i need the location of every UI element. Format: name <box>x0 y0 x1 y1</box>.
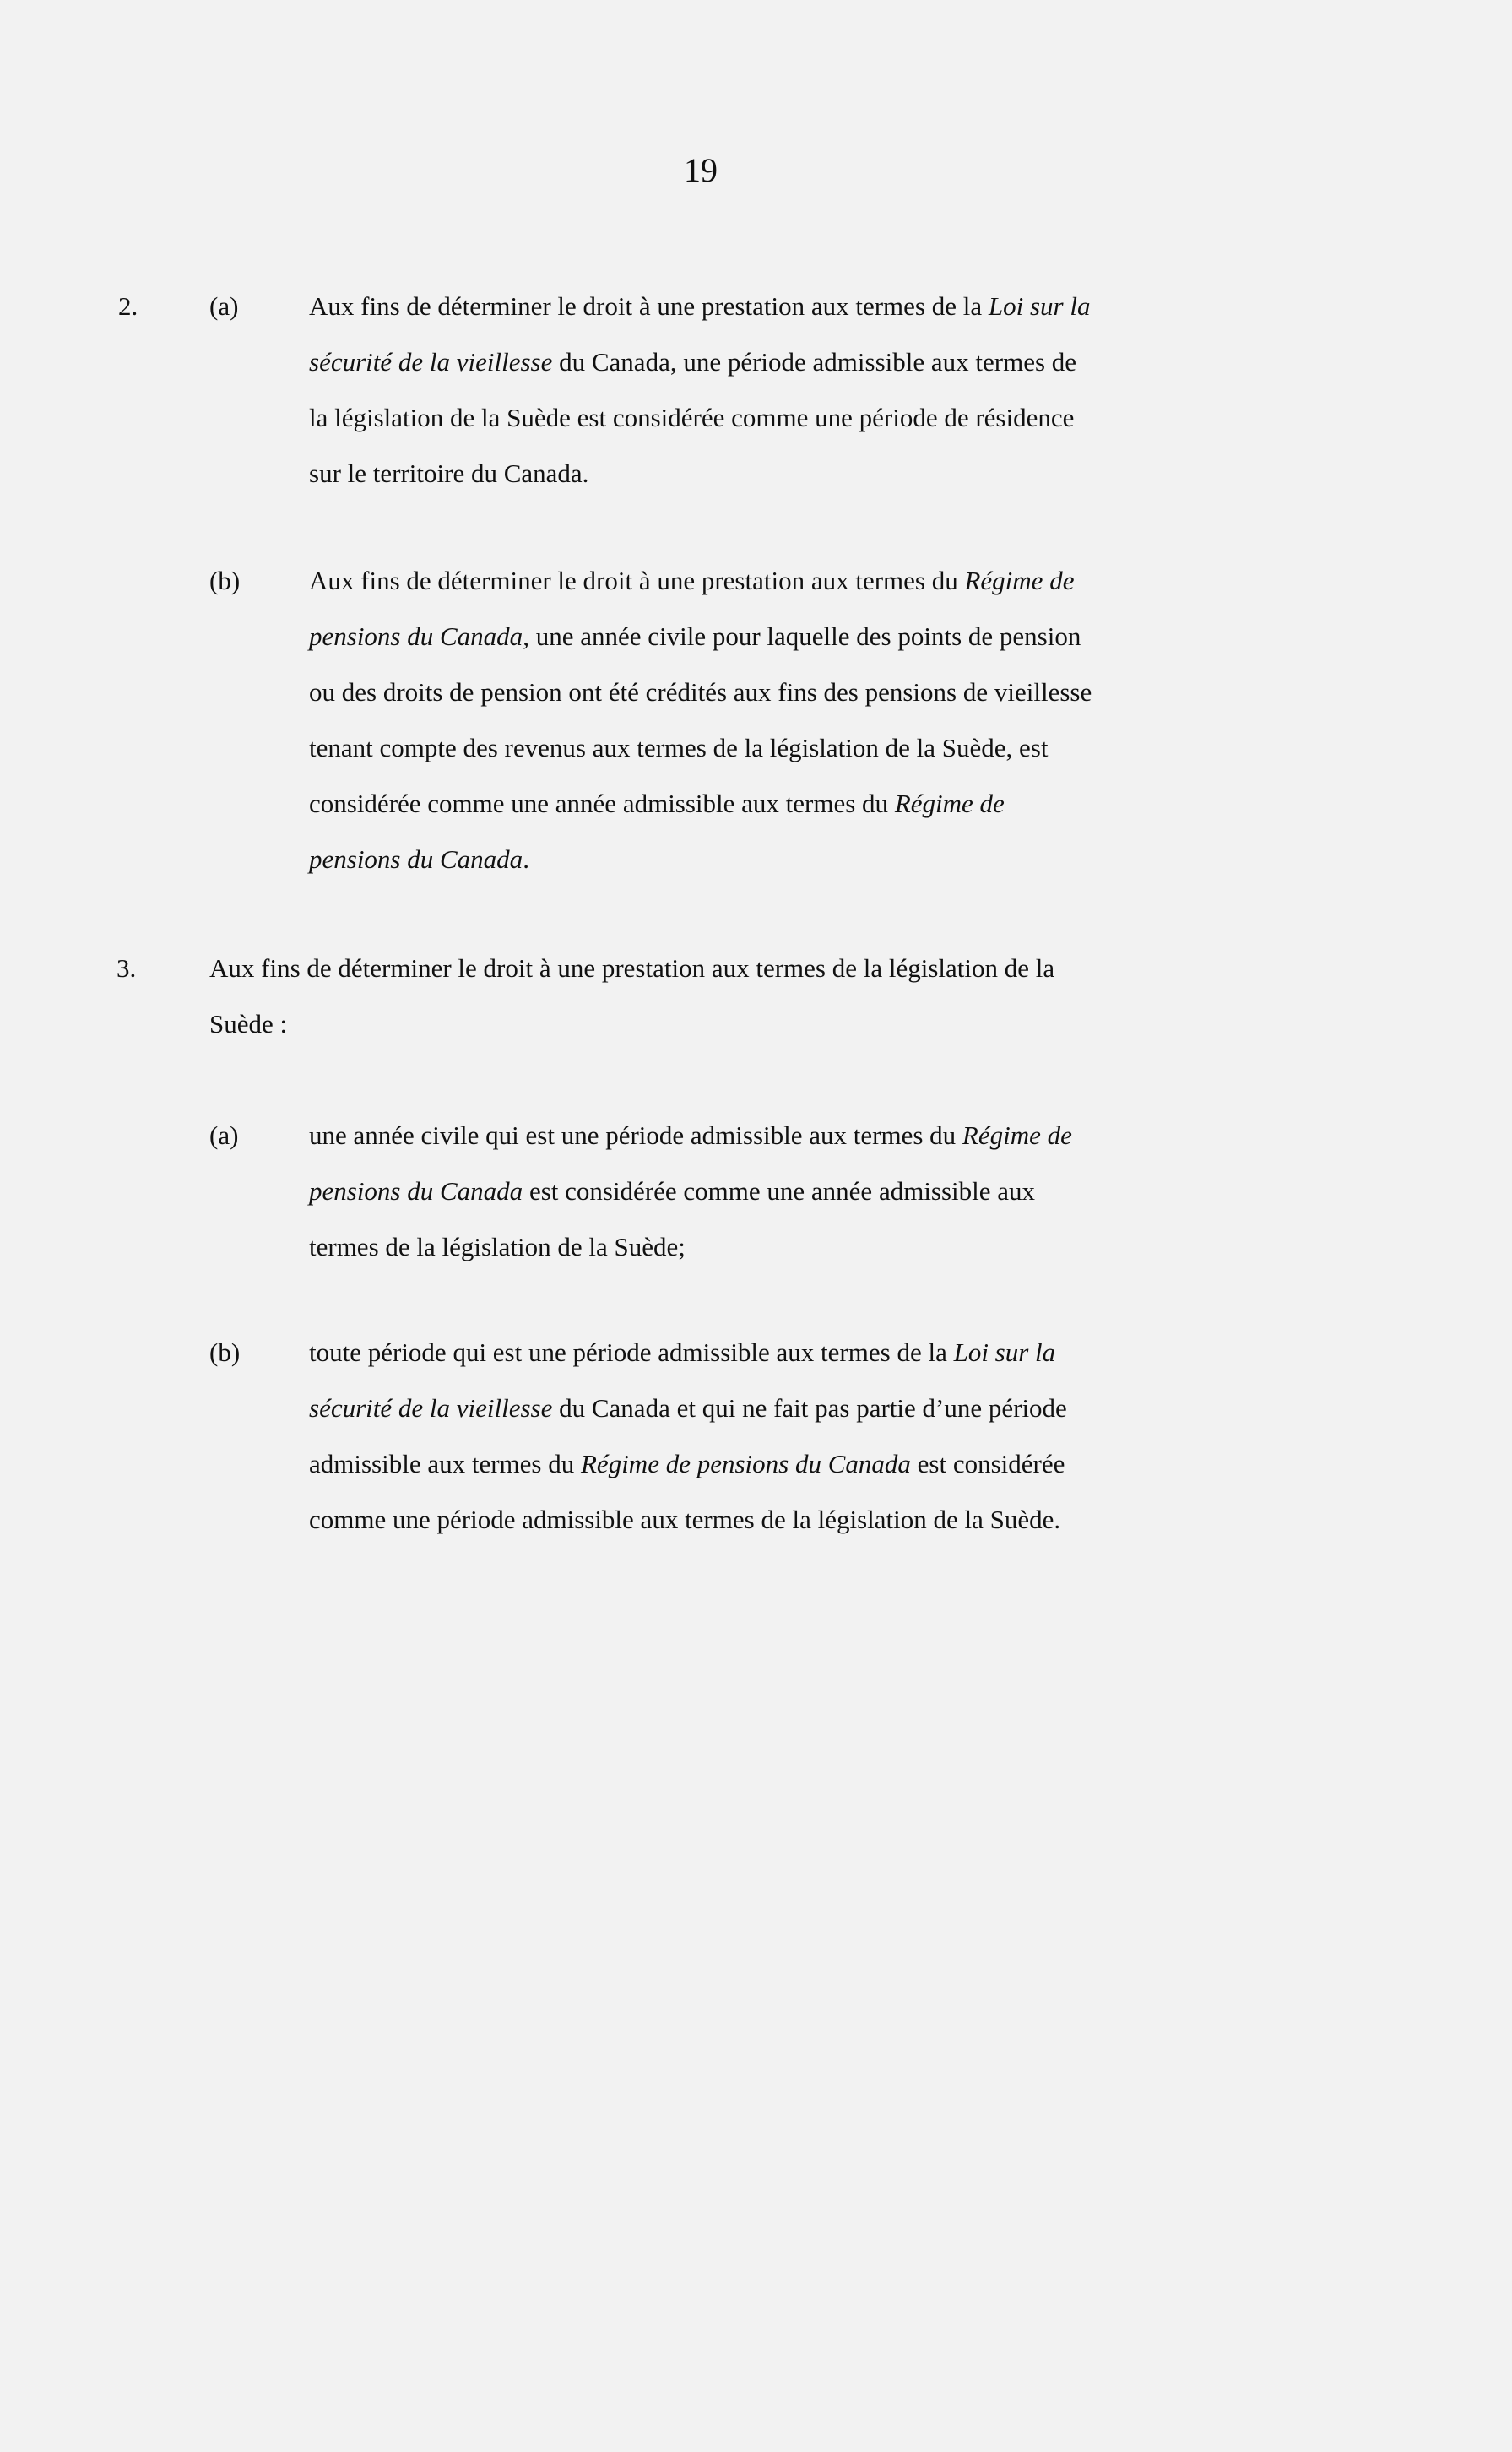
text-line: considérée comme une année admissible aux termes du Régime de <box>309 789 1005 818</box>
text-line: toute période qui est une période admissible aux termes de la Loi sur la <box>309 1337 1056 1367</box>
text-line: pensions du Canada, une année civile pour laquelle des points de pension <box>309 621 1081 651</box>
item-label: (b) <box>209 566 241 595</box>
item-label: (b) <box>209 1337 241 1367</box>
italic-title: pensions du Canada <box>309 1176 523 1206</box>
text-line: une année civile qui est une période admissible aux termes du Régime de <box>309 1120 1072 1150</box>
text-line: pensions du Canada est considérée comme une année admissible aux <box>309 1176 1036 1206</box>
item-text <box>309 1325 1067 1548</box>
text-line: Aux fins de déterminer le droit à une prestation aux termes de la législation de la <box>209 953 1055 983</box>
italic-title: Loi sur la <box>988 291 1091 321</box>
page-number: 19 <box>684 151 718 189</box>
text-line: Aux fins de déterminer le droit à une prestation aux termes du Régime de <box>309 566 1075 595</box>
italic-title: Régime de pensions du Canada <box>581 1449 911 1478</box>
text-line: la législation de la Suède est considérée comme une période de résidence <box>309 403 1075 432</box>
text-line: termes de la législation de la Suède; <box>309 1232 686 1261</box>
item-text <box>309 1108 1072 1275</box>
text-line: ou des droits de pension ont été crédités aux fins des pensions de vieillesse <box>309 677 1092 707</box>
italic-title: sécurité de la vieillesse <box>309 1393 553 1423</box>
text-line: sur le territoire du Canada. <box>309 458 589 488</box>
text-line: admissible aux termes du Régime de pensions du Canada est considérée <box>309 1449 1065 1478</box>
section-intro <box>209 941 1054 1052</box>
section-number: 3. <box>117 953 137 983</box>
italic-title: sécurité de la vieillesse <box>309 347 553 377</box>
item-label: (a) <box>209 291 239 321</box>
item-text <box>309 279 1090 502</box>
section-number: 2. <box>118 291 138 321</box>
text-line: sécurité de la vieillesse du Canada et qui ne fait pas partie d’une période <box>309 1393 1067 1423</box>
italic-title: pensions du Canada <box>309 621 523 651</box>
italic-title: Régime de <box>962 1120 1072 1150</box>
text-line: sécurité de la vieillesse du Canada, une période admissible aux termes de <box>309 347 1077 377</box>
italic-title: Régime de <box>964 566 1075 595</box>
text-line: pensions du Canada. <box>309 844 529 874</box>
text-line: Aux fins de déterminer le droit à une prestation aux termes de la Loi sur la <box>309 291 1091 321</box>
italic-title: pensions du Canada <box>309 844 523 874</box>
italic-title: Régime de <box>894 789 1005 818</box>
italic-title: Loi sur la <box>953 1337 1056 1367</box>
item-text <box>309 553 1092 887</box>
text-line: comme une période admissible aux termes de la législation de la Suède. <box>309 1505 1061 1534</box>
text-line: Suède : <box>209 1009 288 1039</box>
text-line: tenant compte des revenus aux termes de la législation de la Suède, est <box>309 733 1049 762</box>
item-label: (a) <box>209 1120 239 1150</box>
